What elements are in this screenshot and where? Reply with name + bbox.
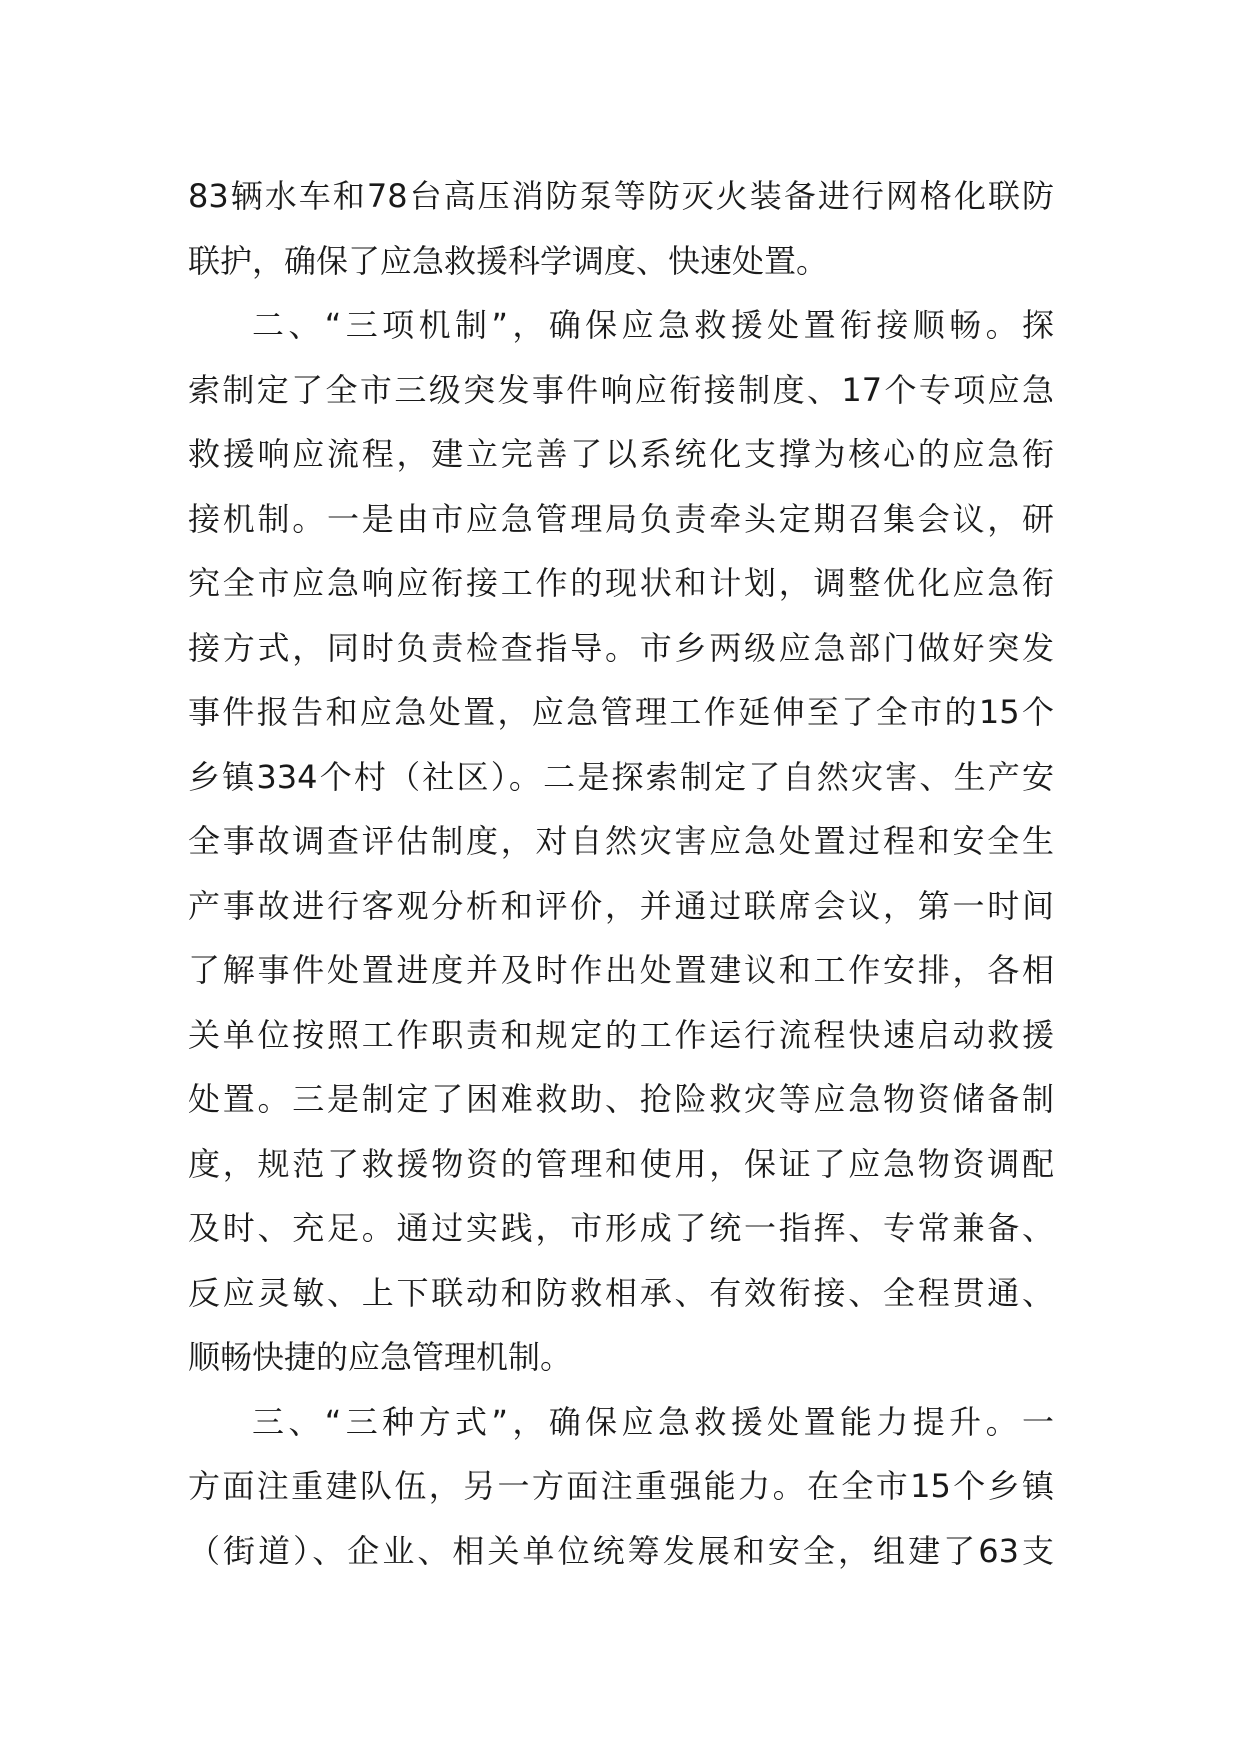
paragraph-line: 产事故进行客观分析和评价，并通过联席会议，第一时间 — [188, 886, 1054, 925]
paragraph-line: 度，规范了救援物资的管理和使用，保证了应急物资调配 — [188, 1144, 1054, 1183]
section-heading-line: 三、“三种方式”，确保应急救援处置能力提升。一 — [252, 1402, 1054, 1441]
paragraph-line: 83辆水车和78台高压消防泵等防灭火装备进行网格化联防 — [188, 177, 1054, 215]
paragraph-line: 乡镇334个村（社区）。二是探索制定了自然灾害、生产安 — [188, 757, 1054, 796]
paragraph-line: 了解事件处置进度并及时作出处置建议和工作安排，各相 — [188, 951, 1054, 989]
paragraph-line: 关单位按照工作职责和规定的工作运行流程快速启动救援 — [188, 1015, 1054, 1054]
paragraph-line: 接机制。一是由市应急管理局负责牵头定期召集会议，研 — [188, 499, 1054, 538]
paragraph-line: 索制定了全市三级突发事件响应衔接制度、17个专项应急 — [188, 370, 1054, 409]
paragraph-line: 联护，确保了应急救援科学调度、快速处置。 — [188, 241, 829, 280]
paragraph-line: 究全市应急响应衔接工作的现状和计划，调整优化应急衔 — [188, 564, 1054, 602]
paragraph-line: 接方式，同时负责检查指导。市乡两级应急部门做好突发 — [188, 628, 1054, 667]
paragraph-line: 顺畅快捷的应急管理机制。 — [188, 1338, 573, 1376]
paragraph-line: 及时、充足。通过实践，市形成了统一指挥、专常兼备、 — [188, 1209, 1054, 1247]
paragraph-line: 救援响应流程，建立完善了以系统化支撑为核心的应急衔 — [188, 435, 1054, 473]
section-heading-line: 二、“三项机制”，确保应急救援处置衔接顺畅。探 — [252, 306, 1054, 344]
body-text — [188, 164, 1054, 1583]
paragraph-line: 处置。三是制定了困难救助、抢险救灾等应急物资储备制 — [188, 1080, 1054, 1118]
paragraph-line: 方面注重建队伍，另一方面注重强能力。在全市15个乡镇 — [188, 1467, 1054, 1505]
paragraph-line: 反应灵敏、上下联动和防救相承、有效衔接、全程贯通、 — [188, 1273, 1054, 1312]
paragraph-line: （街道）、企业、相关单位统筹发展和安全，组建了63支 — [188, 1531, 1054, 1570]
paragraph-line: 全事故调查评估制度，对自然灾害应急处置过程和安全生 — [188, 822, 1054, 860]
paragraph-line: 事件报告和应急处置，应急管理工作延伸至了全市的15个 — [188, 693, 1054, 731]
